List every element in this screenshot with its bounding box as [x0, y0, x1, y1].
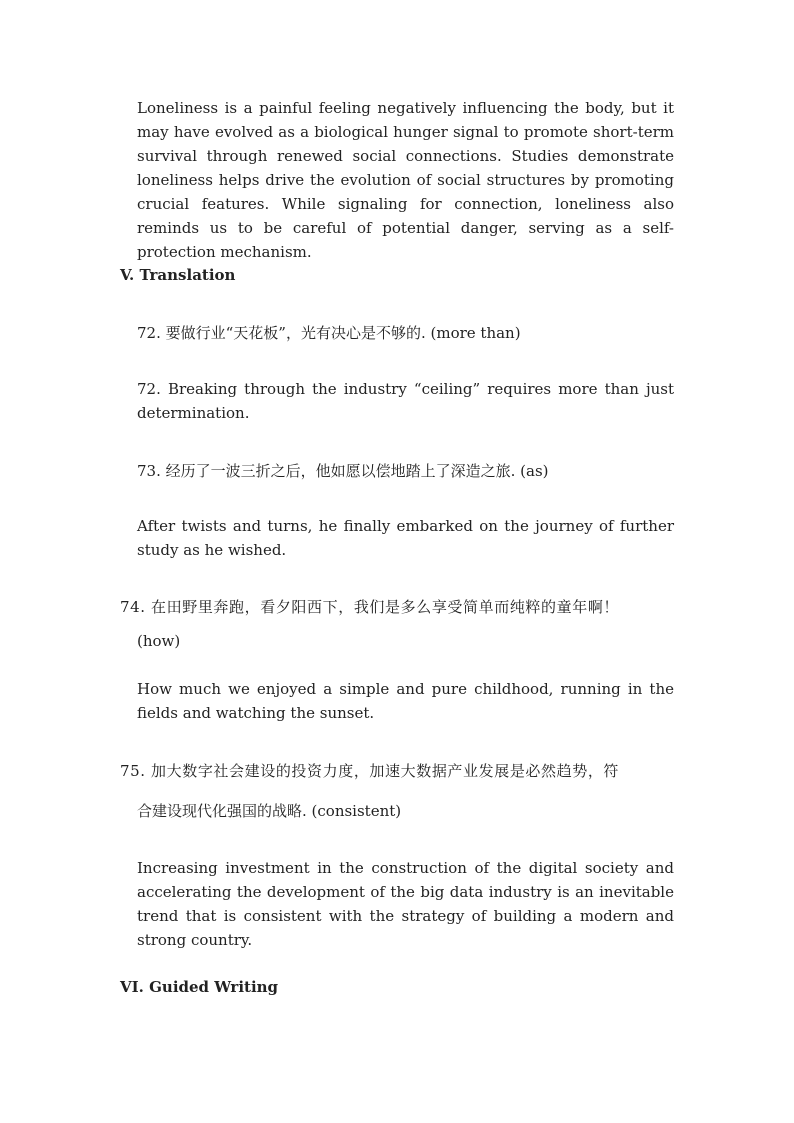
- passage-summary: Loneliness is a painful feeling negatively influencing the body, but it may have evolved as a biological hunger signal to promote short-term survival through renewed social connections. Studies demonstrate loneliness helps drive the evolution of social structures by promoting crucial features. While signaling for connection, loneliness also reminds us to be careful of potential danger, serving as a self-protection mechanism.: [137, 99, 674, 261]
- question-74-hint: (how): [137, 632, 181, 650]
- answer-73: After twists and turns, he finally embarked on the journey of further study as he wished.: [137, 517, 674, 559]
- question-74: 74. 在田野里奔跑，看夕阳西下，我们是多么享受简单而纯粹的童年啊！: [120, 598, 620, 616]
- question-75-line2: 合建设现代化强国的战略. (consistent): [137, 802, 402, 820]
- answer-72: 72. Breaking through the industry “ceiling” requires more than just determination.: [137, 380, 674, 422]
- section-heading-translation: V. Translation: [120, 266, 236, 284]
- answer-74: How much we enjoyed a simple and pure childhood, running in the fields and watching the sunset.: [137, 680, 674, 722]
- answer-75: Increasing investment in the construction of the digital society and accelerating the development of the big data industry is an inevitable trend that is consistent with the strategy of building a modern and strong country.: [137, 859, 674, 949]
- question-73: 73. 经历了一波三折之后，他如愿以偿地踏上了深造之旅. (as): [137, 462, 549, 480]
- question-75-line1: 75. 加大数字社会建设的投资力度，加速大数据产业发展是必然趋势，符: [120, 762, 620, 780]
- section-heading-guided-writing: VI. Guided Writing: [120, 978, 279, 996]
- question-72: 72. 要做行业“天花板”，光有决心是不够的. (more than): [137, 324, 521, 342]
